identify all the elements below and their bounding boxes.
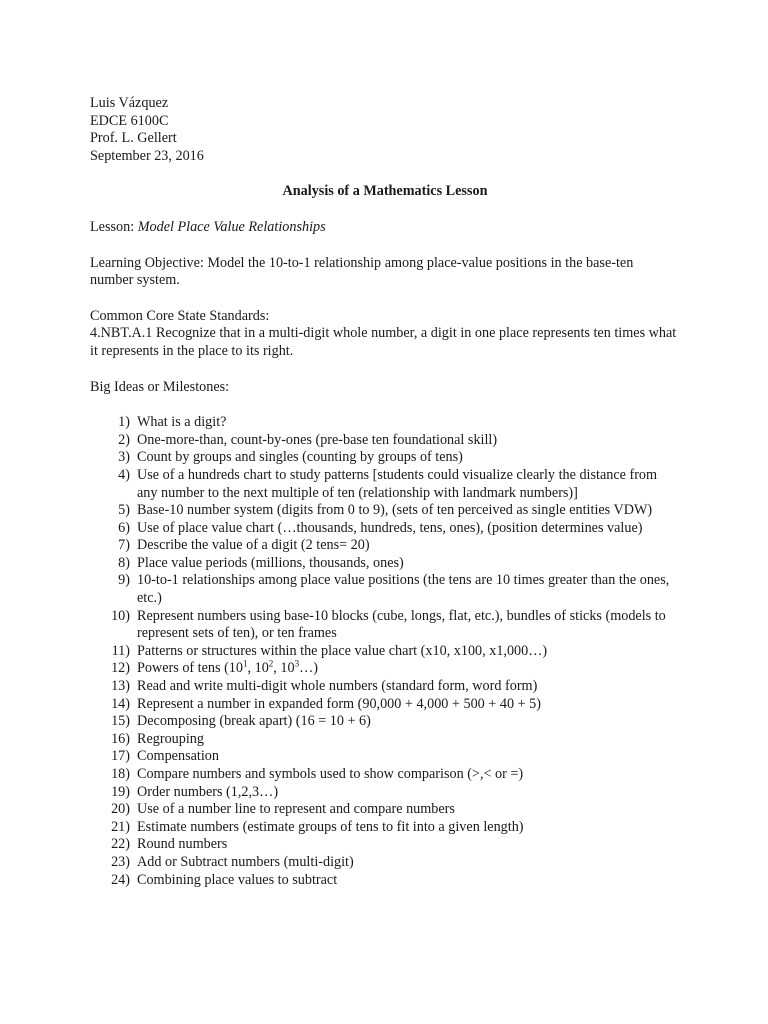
list-item: 8) Place value periods (millions, thousands, ones) [118,554,404,571]
list-item: 13) Read and write multi-digit whole numbers (standard form, word form) [111,678,538,695]
milestones-list [90,414,680,889]
header-block [90,95,680,165]
list-item: 20) Use of a number line to represent and compare numbers [111,801,455,818]
lesson-name: Model Place Value Relationships [137,218,326,235]
milestones-heading: Big Ideas or Milestones: [90,378,230,395]
list-item: 21) Estimate numbers (estimate groups of tens to fit into a given length) [111,818,524,835]
lesson-line [90,219,680,237]
list-item: 11) Patterns or structures within the place value chart (x10, x100, x1,000…) [111,642,548,659]
list-item: 9) 10-to-1 relationships among place value positions (the tens are 10 times greater than the ones, etc.) [118,572,670,607]
list-item: 3) Count by groups and singles (counting by groups of tens) [118,449,463,466]
document-title: Analysis of a Mathematics Lesson [282,183,488,200]
author-name: Luis Vázquez [90,95,169,111]
list-item: 12) Powers of tens ($10^1$, $10^2$, $10^3\dots$) [111,658,318,677]
standards-text: 4.NBT.A.1 Recognize that in a multi-digit whole number, a digit in one place represents ten times what it represents in the place to its right. [90,325,677,359]
list-item: 4) Use of a hundreds chart to study patterns [students could visualize clearly the distance from any number to the next multiple of ten (relationship with landmark numbers)] [118,466,658,501]
lesson-label: Lesson: [90,218,138,235]
list-item: 18) Compare numbers and symbols used to show comparison (>,< or =) [111,766,524,782]
list-item: 5) Base-10 number system (digits from 0 to 9), (sets of ten perceived as single entities VDW) [118,502,653,519]
learning-objective: Learning Objective: Model the 10-to-1 relationship among place-value positions in the base-ten number system. [90,254,634,289]
list-item: 17) Compensation [111,748,219,765]
list-item: 2) One-more-than, count-by-ones (pre-base ten foundational skill) [118,431,498,448]
list-item: 15) Decomposing (break apart) (16 = 10 + 6) [111,713,371,730]
list-item: 10) Represent numbers using base-10 blocks (cube, longs, flat, etc.), bundles of sticks (models to represent sets of ten), or ten frames [111,607,666,642]
document-page [90,95,680,889]
professor-name: Prof. L. Gellert [90,130,177,147]
list-item: 19) Order numbers (1,2,3…) [111,783,279,800]
list-item: 1) What is a digit? [118,414,227,431]
list-item: 22) Round numbers [111,836,228,853]
list-item: 6) Use of place value chart (…thousands, hundreds, tens, ones), (position determines value) [118,519,643,536]
standards-heading: Common Core State Standards: [90,307,270,324]
list-item: 16) Regrouping [111,730,204,747]
list-item: 24) Combining place values to subtract [111,871,338,888]
course-code: EDCE 6100C [90,112,169,129]
list-item: 14) Represent a number in expanded form (90,000 + 4,000 + 500 + 40 + 5) [111,695,541,712]
list-item: 23) Add or Subtract numbers (multi-digit) [111,853,354,870]
document-date: September 23, 2016 [90,147,204,164]
list-item: 7) Describe the value of a digit (2 tens= 20) [118,537,370,554]
